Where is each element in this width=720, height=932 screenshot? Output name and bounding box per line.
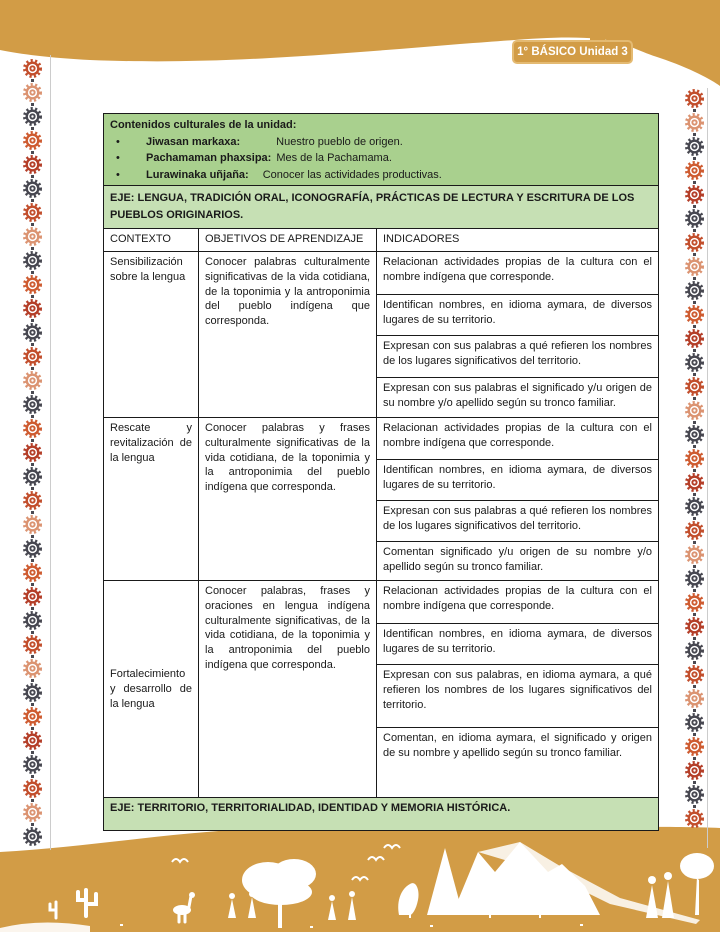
rosette-icon bbox=[22, 610, 43, 631]
table-row bbox=[104, 581, 658, 798]
rosette-icon bbox=[684, 400, 705, 421]
right-divider-line bbox=[707, 88, 708, 848]
rosette-icon bbox=[22, 418, 43, 439]
rosette-icon bbox=[684, 688, 705, 709]
rosette-icon bbox=[684, 616, 705, 637]
indicador-cell: Relacionan actividades propias de la cultura con el nombre indígena que corresponde. bbox=[383, 422, 652, 449]
rosette-icon bbox=[22, 130, 43, 151]
rosette-icon bbox=[22, 322, 43, 343]
rosette-icon bbox=[684, 592, 705, 613]
ornament-strip-right bbox=[684, 88, 705, 829]
indicador-cell: Comentan significado y/u origen de su nombre y/o apellido según su tronco familiar. bbox=[377, 541, 658, 580]
rosette-icon bbox=[22, 106, 43, 127]
rosette-icon bbox=[22, 274, 43, 295]
rosette-icon bbox=[22, 370, 43, 391]
term-description: Nuestro pueblo de origen. bbox=[276, 135, 403, 148]
rosette-icon bbox=[684, 184, 705, 205]
rosette-icon bbox=[684, 808, 705, 829]
rosette-icon bbox=[22, 706, 43, 727]
rosette-icon bbox=[684, 352, 705, 373]
rosette-icon bbox=[684, 520, 705, 541]
rosette-icon bbox=[22, 754, 43, 775]
objetivo-cell: Conocer palabras culturalmente significativas de la vida cotidiana, de la toponimia y la antroponimia del pueblo indígena que corresponda. bbox=[198, 252, 377, 417]
term-description: Conocer las actividades productivas. bbox=[262, 168, 442, 181]
rosette-icon bbox=[22, 538, 43, 559]
left-divider-line bbox=[50, 55, 51, 850]
rosette-icon bbox=[22, 778, 43, 799]
rosette-icon bbox=[684, 568, 705, 589]
curriculum-table bbox=[103, 113, 659, 831]
rosette-icon bbox=[22, 298, 43, 319]
contexto-cell: Fortalecimiento y desarrollo de la lengua bbox=[110, 668, 192, 710]
rosette-icon bbox=[22, 802, 43, 823]
indicadores-column bbox=[377, 252, 658, 417]
rosette-icon bbox=[684, 376, 705, 397]
rosette-icon bbox=[684, 280, 705, 301]
indicador-cell: Identifican nombres, en idioma aymara, de diversos lugares de su territorio. bbox=[377, 459, 658, 500]
column-header-indicadores: INDICADORES bbox=[383, 233, 460, 246]
aymara-term: Jiwasan markaxa: bbox=[146, 135, 241, 148]
rosette-icon bbox=[684, 160, 705, 181]
rosette-icon bbox=[22, 226, 43, 247]
rosette-icon bbox=[22, 346, 43, 367]
rosette-icon bbox=[684, 328, 705, 349]
bullet-icon: • bbox=[116, 168, 120, 181]
rosette-icon bbox=[22, 490, 43, 511]
objetivo-cell: Conocer palabras, frases y oraciones en lengua indígena culturalmente significativas, de la vida cotidiana, de la toponimia y la antroponimia del pueblo indígena que corresponda. bbox=[198, 581, 377, 797]
rosette-icon bbox=[684, 544, 705, 565]
rosette-icon bbox=[22, 514, 43, 535]
landscape-silhouette-art bbox=[0, 820, 720, 932]
aymara-term: Lurawinaka uñjaña: bbox=[146, 168, 249, 181]
unit-badge: 1° BÁSICO Unidad 3 bbox=[512, 40, 633, 64]
rosette-icon bbox=[684, 256, 705, 277]
rosette-icon bbox=[684, 304, 705, 325]
rosette-icon bbox=[22, 442, 43, 463]
aymara-term: Pachamaman phaxsipa: bbox=[146, 152, 272, 165]
eje-row-bottom: EJE: TERRITORIO, TERRITORIALIDAD, IDENTIDAD Y MEMORIA HISTÓRICA. bbox=[104, 798, 658, 830]
rosette-icon bbox=[684, 208, 705, 229]
rosette-icon bbox=[22, 394, 43, 415]
rosette-icon bbox=[22, 658, 43, 679]
rosette-icon bbox=[22, 82, 43, 103]
rosette-icon bbox=[684, 112, 705, 133]
rosette-icon bbox=[22, 730, 43, 751]
rosette-icon bbox=[22, 250, 43, 271]
list-item bbox=[110, 150, 652, 167]
indicador-cell: Relacionan actividades propias de la cultura con el nombre indígena que corresponde. bbox=[383, 585, 652, 612]
rosette-icon bbox=[684, 760, 705, 781]
indicador-cell: Identifican nombres, en idioma aymara, de diversos lugares de su territorio. bbox=[377, 294, 658, 335]
contexto-cell: Rescate y revitalización de la lengua bbox=[110, 422, 192, 464]
table-header-row bbox=[104, 229, 658, 252]
rosette-icon bbox=[22, 586, 43, 607]
contents-title: Contenidos culturales de la unidad: bbox=[110, 119, 297, 131]
rosette-icon bbox=[684, 472, 705, 493]
contents-bullet-list bbox=[110, 134, 652, 184]
indicadores-column bbox=[377, 581, 658, 797]
rosette-icon bbox=[684, 424, 705, 445]
rosette-icon bbox=[684, 88, 705, 109]
column-header-contexto: CONTEXTO bbox=[110, 233, 171, 246]
objetivo-cell: Conocer palabras y frases culturalmente significativas de la vida cotidiana, de la toponimia y la antroponimia del pueblo indígena que corresponda. bbox=[198, 418, 377, 580]
eje-row-top: EJE: LENGUA, TRADICIÓN ORAL, ICONOGRAFÍA, PRÁCTICAS DE LECTURA Y ESCRITURA DE LOS PUEBLOS ORIGINARIOS. bbox=[104, 186, 658, 229]
rosette-icon bbox=[684, 496, 705, 517]
indicador-cell: Relacionan actividades propias de la cultura con el nombre indígena que corresponde. bbox=[383, 256, 652, 283]
rosette-icon bbox=[22, 826, 43, 847]
term-description: Mes de la Pachamama. bbox=[276, 152, 392, 165]
rosette-icon bbox=[22, 178, 43, 199]
rosette-icon bbox=[684, 640, 705, 661]
rosette-icon bbox=[22, 562, 43, 583]
indicador-cell: Expresan con sus palabras, en idioma aymara, a qué refieren los nombres de los lugares significativos del territorio. bbox=[377, 664, 658, 727]
list-item bbox=[110, 134, 652, 151]
indicador-cell: Expresan con sus palabras a qué refieren los nombres de los lugares significativos del territorio. bbox=[377, 500, 658, 541]
column-header-objetivos: OBJETIVOS DE APRENDIZAJE bbox=[198, 229, 377, 251]
bullet-icon: • bbox=[116, 135, 120, 148]
cultural-contents-header bbox=[104, 114, 658, 186]
rosette-icon bbox=[684, 448, 705, 469]
ornament-strip-left bbox=[22, 58, 43, 847]
rosette-icon bbox=[684, 664, 705, 685]
contexto-cell: Sensibilización sobre la lengua bbox=[110, 256, 186, 283]
rosette-icon bbox=[684, 784, 705, 805]
indicadores-column bbox=[377, 418, 658, 580]
table-row bbox=[104, 252, 658, 418]
indicador-cell: Expresan con sus palabras el significado y/u origen de su nombre y/o apellido según su tronco familiar. bbox=[377, 377, 658, 417]
indicador-cell: Expresan con sus palabras a qué refieren los nombres de los lugares significativos del territorio. bbox=[377, 335, 658, 377]
rosette-icon bbox=[684, 136, 705, 157]
rosette-icon bbox=[684, 712, 705, 733]
list-item bbox=[110, 167, 652, 184]
indicador-cell: Comentan, en idioma aymara, el significado y origen de su nombre y apellido según su tronco familiar. bbox=[377, 727, 658, 797]
table-row bbox=[104, 418, 658, 581]
rosette-icon bbox=[22, 634, 43, 655]
rosette-icon bbox=[22, 466, 43, 487]
rosette-icon bbox=[22, 154, 43, 175]
rosette-icon bbox=[22, 202, 43, 223]
bullet-icon: • bbox=[116, 152, 120, 165]
rosette-icon bbox=[684, 232, 705, 253]
indicador-cell: Identifican nombres, en idioma aymara, de diversos lugares de su territorio. bbox=[377, 623, 658, 664]
rosette-icon bbox=[684, 736, 705, 757]
rosette-icon bbox=[22, 58, 43, 79]
rosette-icon bbox=[22, 682, 43, 703]
